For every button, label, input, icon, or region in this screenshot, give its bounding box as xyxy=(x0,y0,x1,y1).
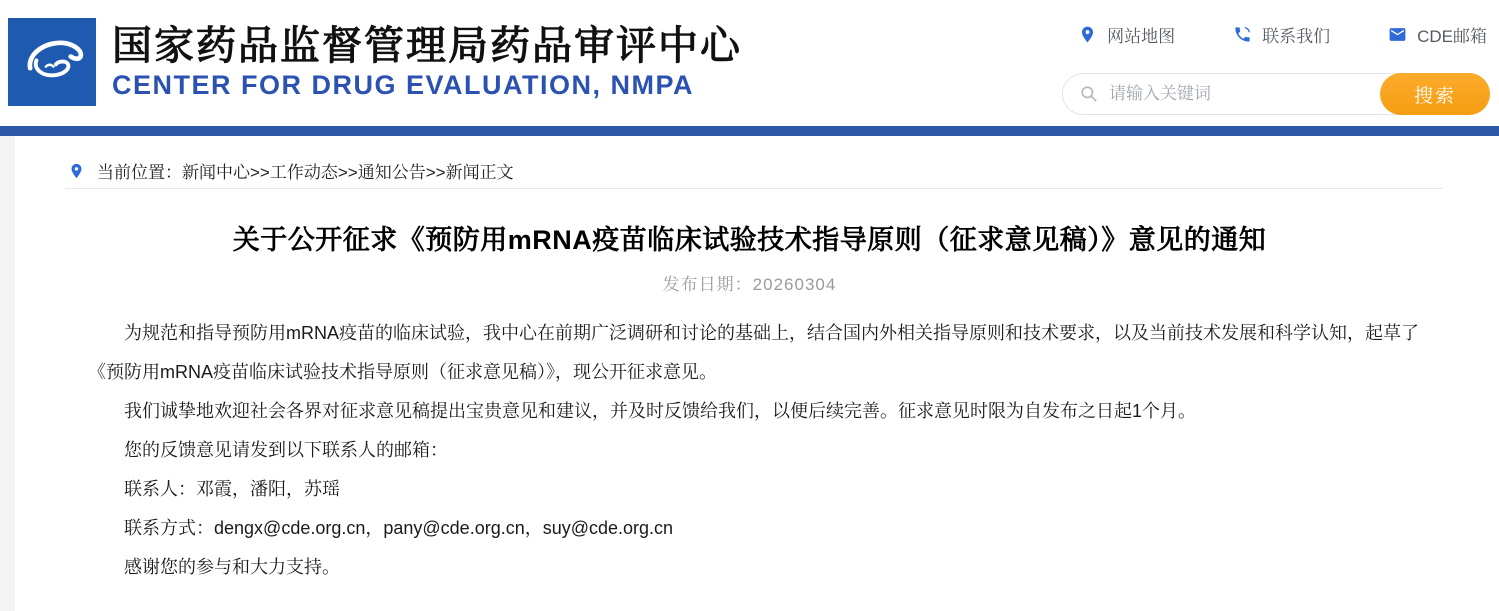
contact-us-link[interactable] xyxy=(1233,22,1330,47)
cde-mail-link[interactable] xyxy=(1388,22,1487,47)
phone-icon xyxy=(1233,25,1252,44)
sitemap-link-label: 网站地图 xyxy=(1107,27,1176,46)
article-paragraph: 感谢您的参与和大力支持。 xyxy=(124,557,340,577)
article-body xyxy=(88,314,1421,587)
site-title-en: CENTER FOR DRUG EVALUATION, NMPA xyxy=(112,70,694,100)
search-icon xyxy=(1079,84,1099,104)
page-left-gutter xyxy=(0,136,15,611)
breadcrumb-path[interactable]: 新闻中心>>工作动态>>通知公告>>新闻正文 xyxy=(182,163,514,182)
site-title-zh: 国家药品监督管理局药品审评中心 xyxy=(112,24,742,68)
cde-logo[interactable] xyxy=(8,18,96,106)
article-title: 关于公开征求《预防用mRNA疫苗临床试验技术指导原则（征求意见稿）》意见的通知 xyxy=(232,225,1267,255)
article-paragraph: 我们诚挚地欢迎社会各界对征求意见稿提出宝贵意见和建议，并及时反馈给我们，以便后续完善。征求意见时限为自发布之日起1个月。 xyxy=(124,401,1197,421)
header-quick-links xyxy=(1078,22,1487,47)
article-paragraph: 为规范和指导预防用mRNA疫苗的临床试验，我中心在前期广泛调研和讨论的基础上，结合国内外相关指导原则和技术要求，以及当前技术发展和科学认知，起草了《预防用mRNA疫苗临床试验技术指导原则（征求意见稿）》，现公开征求意见。 xyxy=(88,323,1419,382)
site-search xyxy=(1062,73,1490,115)
article-publish-date: 发布日期：20260304 xyxy=(662,275,837,294)
breadcrumb-text xyxy=(97,158,514,183)
breadcrumb-divider xyxy=(65,188,1443,189)
article-paragraph: 您的反馈意见请发到以下联系人的邮箱： xyxy=(124,440,448,460)
sitemap-link[interactable] xyxy=(1078,22,1175,47)
content-area xyxy=(0,136,1499,611)
envelope-icon xyxy=(1388,25,1407,44)
contact-us-link-label: 联系我们 xyxy=(1262,27,1331,46)
header-divider-bar xyxy=(0,126,1499,136)
breadcrumb xyxy=(68,158,514,183)
location-pin-icon xyxy=(68,160,85,182)
location-pin-icon xyxy=(1078,25,1097,44)
article-paragraph-contacts: 联系人：邓霞，潘阳，苏瑶 xyxy=(124,479,340,499)
site-header xyxy=(0,0,1499,126)
cde-mail-link-label: CDE邮箱 xyxy=(1417,27,1487,46)
breadcrumb-label: 当前位置： xyxy=(97,163,182,182)
cde-swirl-icon xyxy=(13,23,91,101)
search-button[interactable]: 搜索 xyxy=(1380,73,1490,115)
article-paragraph-emails: 联系方式：dengx@cde.org.cn，pany@cde.org.cn，suy@cde.org.cn xyxy=(124,518,674,538)
